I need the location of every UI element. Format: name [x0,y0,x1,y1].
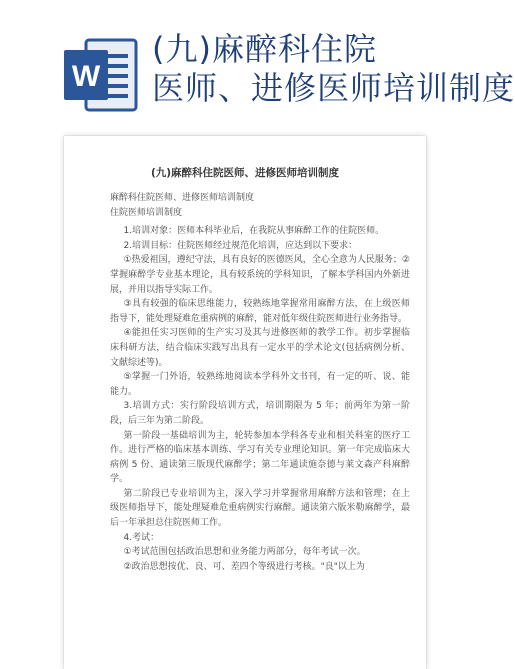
document-title: (九)麻醉科住院医师、进修医师培训制度 [150,167,340,179]
doc-paragraph: ③具有较强的临床思维能力，较熟练地掌握常用麻醉方法，在上级医师指导下，能处理疑难危重病例的麻醉，能对低年级住院医师进行业务指导。 [110,299,410,324]
doc-paragraph: ①热爱祖国，遵纪守法，具有良好的医德医风，全心全意为人民服务；②掌握麻醉学专业基本理论，具有较系统的学科知识，了解本学科国内外新进展，并用以指导实际工作。 [110,255,410,295]
word-document-icon [60,34,142,116]
doc-paragraph: 住院医师培训制度 [110,207,183,218]
doc-paragraph: 2.培训目标：住院医师经过规范化培训，应达到以下要求： [123,240,358,251]
doc-paragraph: ②政治思想按优、良、可、差四个等级进行考核。"良"以上为 [123,561,365,572]
doc-paragraph: ⑤掌握一门外语，较熟练地阅读本学科外文书刊，有一定的听、说、能能力。 [110,372,410,397]
doc-paragraph: 1.培训对象：医师本科毕业后，在我院从事麻醉工作的住院医师。 [123,226,385,237]
doc-paragraph: ④能担任实习医师的生产实习及其与进修医师的教学工作。初步掌握临床科研方法，结合临床实践写出具有一定水平的学术论文(包括病例分析、文献综述等)。 [110,328,410,368]
document-body [110,191,410,574]
banner-title-line-1: (九)麻醉科住院 [152,30,377,68]
doc-paragraph: ①考试范围包括政治思想和业务能力两部分，每年考试一次。 [123,547,366,558]
doc-paragraph: 3.培训方式：实行阶段培训方式，培训期限为 5 年；前两年为第一阶段，后三年为第二阶段。 [110,401,410,426]
banner-title-line-2: 医师、进修医师培训制度 [152,69,515,107]
doc-paragraph: 麻醉科住院医师、进修医师培训制度 [110,193,255,203]
doc-paragraph: 第二阶段已专业培训为主，深入学习并掌握常用麻醉方法和管理；在上级医师指导下，能处理疑难危重病例实行麻醉。通读第六版米勒麻醉学，最后一年承担总住院医师工作。 [110,488,410,529]
doc-paragraph: 4.考试： [123,532,160,543]
word-logo-letter: W [71,60,101,93]
header-banner [0,0,515,150]
banner-title [152,30,515,108]
document-page [64,136,426,669]
doc-paragraph: 第一阶段一基础培训为主，轮转参加本学科各专业和相关科室的医疗工作。进行严格的临床基本训练、学习有关专业理论知识。第一年完成临床大病例 5 份、通读第三版现代麻醉学；第二年通读施奈德与莱文森产科麻醉学。 [110,430,410,485]
